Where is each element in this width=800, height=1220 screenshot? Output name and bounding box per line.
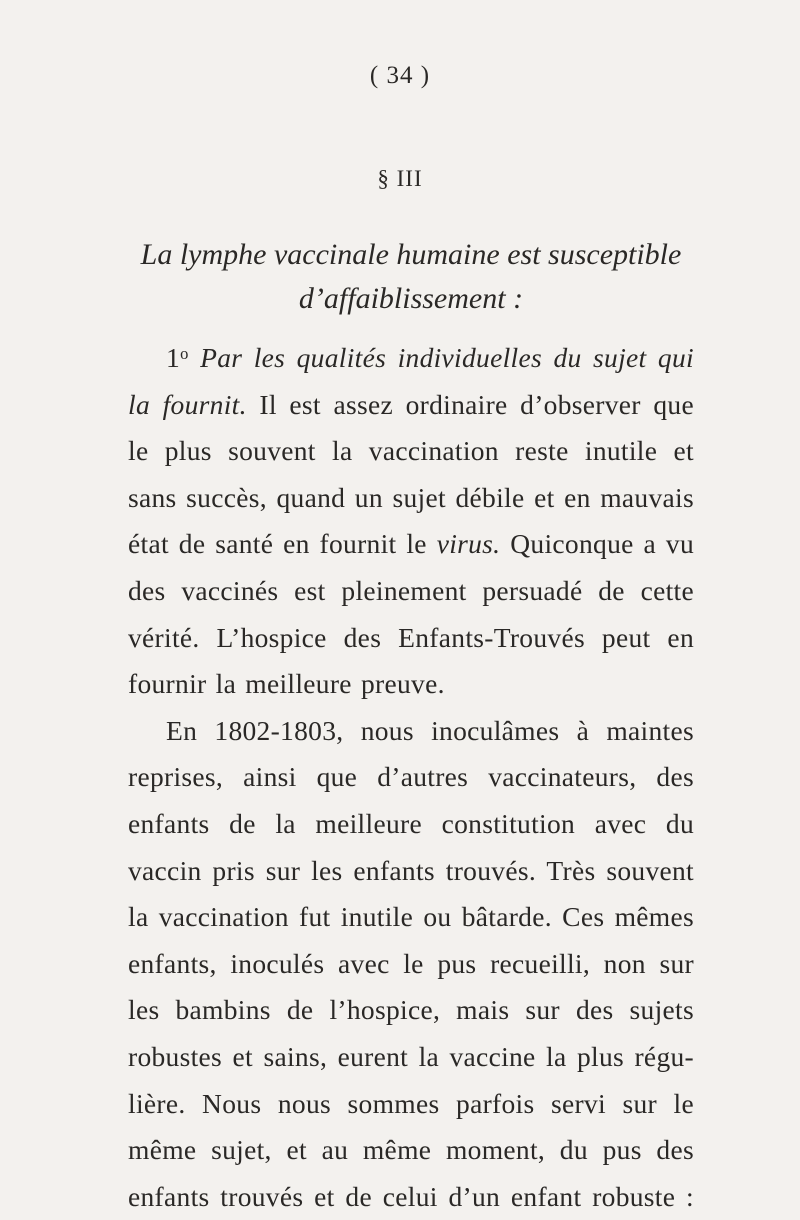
paragraph-1-line-2 <box>128 382 694 429</box>
paragraph-2-line-2: reprises, ainsi que d’autres vaccinateurs, des <box>128 761 694 793</box>
paragraph-2-line-10: même sujet, et au même moment, du pus des <box>128 1134 694 1166</box>
paragraph-1-line-4: sans succès, quand un sujet débile et en mauvais <box>128 481 694 513</box>
italic-lead-2: la fournit. <box>128 388 247 420</box>
paragraph-1 <box>128 335 694 708</box>
paragraph-1-line-5 <box>128 521 694 568</box>
paragraph-2-line-8: robustes et sains, eurent la vaccine la plus régu- <box>128 1040 694 1072</box>
page-number: ( 34 ) <box>369 62 431 89</box>
list-marker-superscript: o <box>180 344 189 363</box>
paragraph-1-line-7: vérité. L’hospice des Enfants-Trouvés peut en <box>128 621 694 653</box>
list-marker: 1 <box>166 342 181 373</box>
paragraph-2-line-1: En 1802-1803, nous inoculâmes à maintes <box>166 714 694 746</box>
virus-word: virus. <box>436 528 501 560</box>
paragraph-1-line-5-post: Quiconque a vu <box>510 528 694 560</box>
body-text <box>128 335 694 1220</box>
section-heading <box>128 233 694 321</box>
heading-line-1: La lymphe vaccinale humaine est susceptible <box>140 238 682 271</box>
paragraph-2 <box>128 708 694 1220</box>
paragraph-1-line-8: fournir la meilleure preuve. <box>128 668 445 700</box>
heading-line-2: d’affaiblissement : <box>298 282 524 315</box>
paragraph-2-line-9: lière. Nous nous sommes parfois servi sur le <box>128 1087 694 1119</box>
italic-lead-1: Par les qualités individuelles du sujet qui <box>200 342 694 373</box>
paragraph-1-line-6: des vaccinés est pleinement persuadé de cette <box>128 574 694 606</box>
paragraph-2-line-6: enfants, inoculés avec le pus recueilli, non sur <box>128 947 694 979</box>
section-mark: § III <box>377 166 423 191</box>
paragraph-1-line-1 <box>128 335 694 382</box>
paragraph-2-line-11: enfants trouvés et de celui d’un enfant robuste : <box>128 1180 694 1212</box>
paragraph-2-line-7: les bambins de l’hospice, mais sur des sujets <box>128 994 694 1026</box>
paragraph-1-text-1: Il est assez ordinaire d’observer que <box>259 388 694 420</box>
paragraph-1-line-5-pre: état de santé en fournit le <box>128 528 427 560</box>
paragraph-1-line-3: le plus souvent la vaccination reste inutile et <box>128 435 694 467</box>
paragraph-2-line-5: la vaccination fut inutile ou bâtarde. Ces mêmes <box>128 901 694 933</box>
paragraph-2-line-4: vaccin pris sur les enfants trouvés. Très souvent <box>128 854 694 886</box>
paragraph-2-line-3: enfants de la meilleure constitution avec du <box>128 807 694 839</box>
